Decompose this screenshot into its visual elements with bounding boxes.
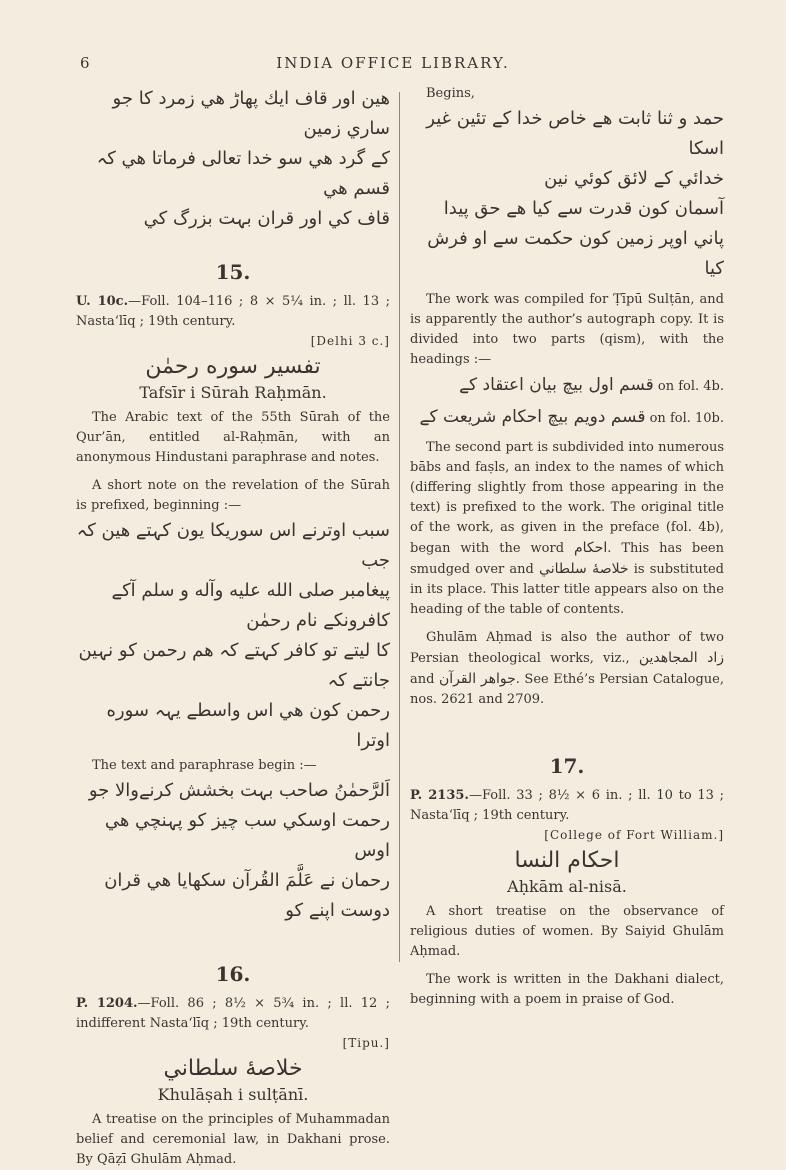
urdu-word: خلاصۀ سلطاني <box>539 561 629 577</box>
urdu-heading: قسم دويم بيچ احکام شريعت کے <box>419 407 646 427</box>
urdu-title: خلاصۀ سلطاني <box>163 1056 303 1081</box>
urdu-line: هين اور قاف ايك پهاڑ هي زمرد کا جو ساري زمين <box>112 88 390 139</box>
urdu-line: رحمن کون هي اس واسطے يہہ سوره اوترا <box>106 700 390 751</box>
text-run: . This has been smudged over and <box>410 541 724 577</box>
paragraph: The work was compiled for Ṭīpū Sulṭān, and is apparently the author’s autograph copy. It is divided into two parts (qism), with the headings :— <box>410 292 724 367</box>
work-title: Tafsīr i Sūrah Raḥmān. <box>139 383 327 402</box>
urdu-line: اَلرَّحمٰنُ صاحب بہت بخشش کرنےوالا جو <box>88 780 390 801</box>
text-run: . See Ethé’s Persian Catalogue, nos. 2621 and 2709. <box>410 672 724 707</box>
heading-line <box>410 370 724 402</box>
urdu-line: کا ليتے تو کافر کہتے کہ هم رحمن کو نہين جانتے کہ <box>78 640 390 691</box>
begins-label: Begins, <box>426 86 475 101</box>
paragraph: A treatise on the principles of Muhammadan belief and ceremonial law, in Dakhani prose. By Qāẓī Ghulām Aḥmad. <box>76 1112 390 1167</box>
work-title: Aḥkām al-nisā. <box>507 877 627 896</box>
folio-ref: on fol. 10b. <box>649 411 724 426</box>
urdu-line: پيغامبر صلى الله عليه وآله و سلم آکے کافرونکے نام رحمٰن <box>111 580 390 631</box>
text-run: and <box>410 672 435 687</box>
provenance: [Delhi 3 c.] <box>310 334 390 348</box>
urdu-heading: قسم اول بيچ بيان اعتقاد کے <box>459 375 654 395</box>
physical-description: —Foll. 86 ; 8½ × 5¾ in. ; ll. 12 ; indifferent Nasta‘līq ; 19th century. <box>76 996 390 1031</box>
urdu-line: قاف کي اور قران بہت بزرگ کي <box>143 208 390 229</box>
entry-17-description <box>410 786 724 826</box>
paragraph: A short note on the revelation of the Sūrah is prefixed, beginning :— <box>76 478 390 513</box>
urdu-title: احکام النسا <box>514 848 620 873</box>
paragraph: A short treatise on the observance of religious duties of women. By Saiyid Ghulām Aḥmad. <box>410 904 724 959</box>
urdu-line: رحمان نے عَلَّمَ القُرآن سكهايا هي قران دوست اپنے کو <box>104 870 390 921</box>
urdu-line: خدائي کے لائق کوئي نين <box>544 168 724 189</box>
entry-number-16: 16. <box>215 962 251 986</box>
urdu-line: حمد و ثنا ثابت هے خاص خدا کے تئين غير اسكا <box>426 108 724 159</box>
text-run: The second part is subdivided into numerous bābs and faṣls, an index to the names of which (differing slightly from those appearing in the text) is prefixed to the work. The original title of the work, as given in the preface (fol. 4b), began with the word <box>410 440 724 556</box>
work-title: Khulāṣah i sulṭānī. <box>157 1085 309 1104</box>
paragraph: The text and paraphrase begin :— <box>92 758 317 773</box>
entry-number-17: 17. <box>549 754 585 778</box>
heading-line <box>410 402 724 434</box>
urdu-word: زاد المجاهدين <box>638 650 725 666</box>
physical-description: —Foll. 33 ; 8½ × 6 in. ; ll. 10 to 13 ; Nasta‘līq ; 19th century. <box>410 788 724 823</box>
urdu-line: کے گرد هي سو خدا تعالى فرماتا هي کہ قسم هي <box>96 148 390 199</box>
urdu-word: جواهر القرآن <box>438 671 516 687</box>
folio-ref: on fol. 4b. <box>657 379 724 394</box>
urdu-line: آسمان کون قدرت سے کيا هے حق پيدا <box>443 198 724 219</box>
urdu-line: سبب اوترنے اس سوريكا يون كہتے هين كہ جب <box>76 520 390 571</box>
paragraph: The work is written in the Dakhani dialect, beginning with a poem in praise of God. <box>410 972 724 1007</box>
paragraph <box>410 628 724 710</box>
provenance: [Tipu.] <box>342 1036 390 1050</box>
text-run: Ghulām Aḥmad is also the author of two Persian theological works, viz., <box>410 630 724 666</box>
physical-description: —Foll. 104–116 ; 8 × 5¼ in. ; ll. 13 ; Nasta‘līq ; 19th century. <box>76 294 391 329</box>
running-title: INDIA OFFICE LIBRARY. <box>276 54 510 72</box>
paragraph: The Arabic text of the 55th Sūrah of the Qur’ān, entitled al-Raḥmān, with an anonymous Hindustani paraphrase and notes. <box>76 410 390 465</box>
page-header <box>0 54 786 78</box>
right-column <box>410 84 724 1010</box>
entry-15-description <box>76 292 390 332</box>
urdu-line: پاني اوپر زمين کون حکمت سے او فرش کيا <box>427 228 724 279</box>
urdu-line: رحمت اوسکي سب چيز کو پہنچي هي اوس <box>104 810 390 861</box>
urdu-word: احکام <box>574 540 608 556</box>
entry-16-description <box>76 994 390 1034</box>
provenance: [College of Fort William.] <box>544 828 724 842</box>
paragraph <box>410 438 724 620</box>
page-number: 6 <box>80 54 90 72</box>
shelfmark: U. 10c. <box>76 294 129 309</box>
left-column <box>76 84 390 1170</box>
entry-number-15: 15. <box>215 260 251 284</box>
text-run: is substituted in its place. This latter title appears also on the heading of the table of contents. <box>410 562 724 617</box>
shelfmark: P. 2135. <box>410 788 469 803</box>
column-divider <box>399 92 400 962</box>
shelfmark: P. 1204. <box>76 996 138 1011</box>
urdu-title: تفسير سوره رحمٰن <box>145 354 321 379</box>
